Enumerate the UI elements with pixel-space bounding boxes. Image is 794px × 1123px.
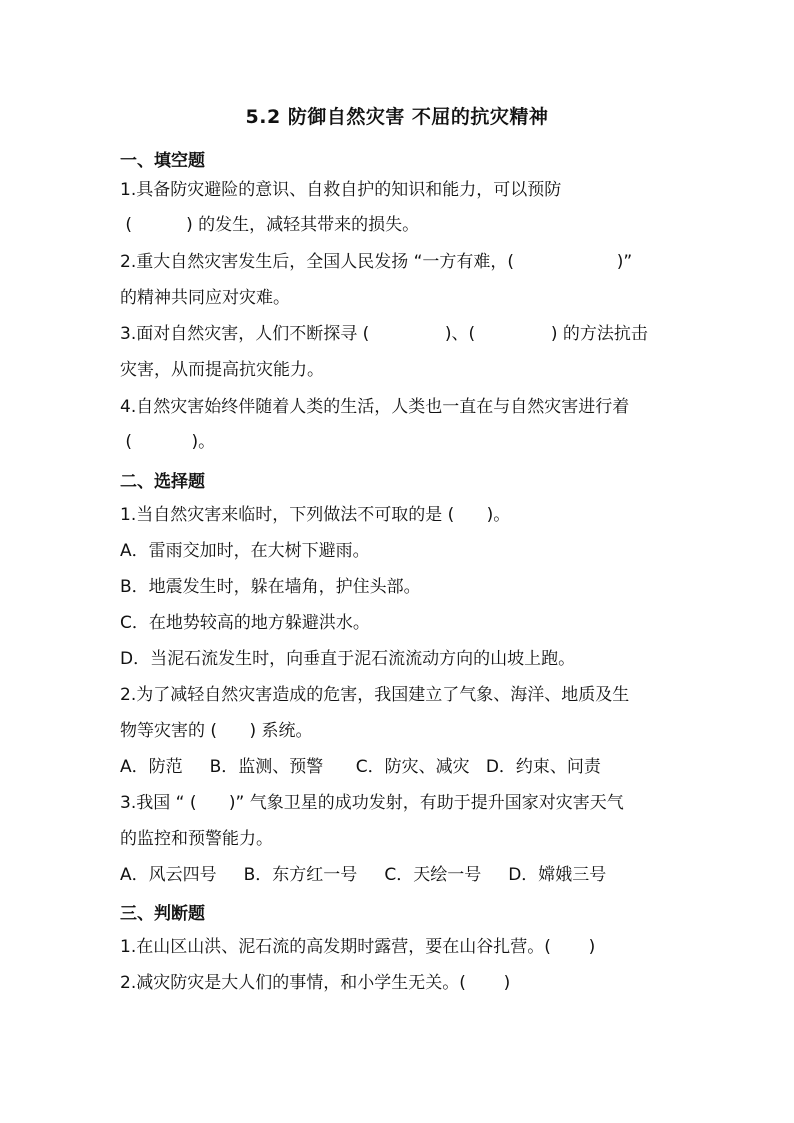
question-line: 2.减灾防灾是大人们的事情，和小学生无关。( ) — [120, 973, 511, 993]
section-heading-fill-blank: 一、填空题 — [120, 151, 205, 171]
question-line: 的监控和预警能力。 — [120, 829, 273, 849]
question-line: 2.重大自然灾害发生后，全国人民发扬 “一方有难，( )” — [120, 252, 633, 272]
section-heading-multiple-choice: 二、选择题 — [120, 472, 205, 492]
option-line: C．在地势较高的地方躲避洪水。 — [120, 613, 370, 633]
question-line: 3.面对自然灾害，人们不断探寻 ( )、( ) 的方法抗击 — [120, 324, 648, 344]
question-line: 2.为了减轻自然灾害造成的危害，我国建立了气象、海洋、地质及生 — [120, 685, 630, 705]
question-line: ( )。 — [120, 432, 216, 452]
question-line: 1.在山区山洪、泥石流的高发期时露营，要在山谷扎营。( ) — [120, 937, 596, 957]
question-line: 1.具备防灾避险的意识、自救自护的知识和能力，可以预防 — [120, 180, 562, 200]
option-line: B．地震发生时，躲在墙角，护住头部。 — [120, 577, 421, 597]
option-line: A．雷雨交加时，在大树下避雨。 — [120, 541, 370, 561]
question-line: 4.自然灾害始终伴随着人类的生活，人类也一直在与自然灾害进行着 — [120, 397, 630, 417]
page-title: 5.2 防御自然灾害 不屈的抗灾精神 — [245, 106, 549, 128]
question-line: 物等灾害的 ( ) 系统。 — [120, 721, 313, 741]
section-heading-true-false: 三、判断题 — [120, 904, 205, 924]
question-line: 的精神共同应对灾难。 — [120, 288, 290, 308]
option-line: A．风云四号 B．东方红一号 C．天绘一号 D．嫦娥三号 — [120, 865, 607, 885]
question-line: ( ) 的发生，减轻其带来的损失。 — [120, 215, 420, 235]
question-line: 3.我国 “ ( )” 气象卫星的成功发射，有助于提升国家对灾害天气 — [120, 793, 624, 813]
question-line: 1.当自然灾害来临时，下列做法不可取的是 ( )。 — [120, 505, 511, 525]
question-line: 灾害，从而提高抗灾能力。 — [120, 360, 324, 380]
option-line: D．当泥石流发生时，向垂直于泥石流流动方向的山坡上跑。 — [120, 649, 576, 669]
option-line: A．防范 B．监测、预警 C．防灾、减灾 D．约束、问责 — [120, 757, 601, 777]
